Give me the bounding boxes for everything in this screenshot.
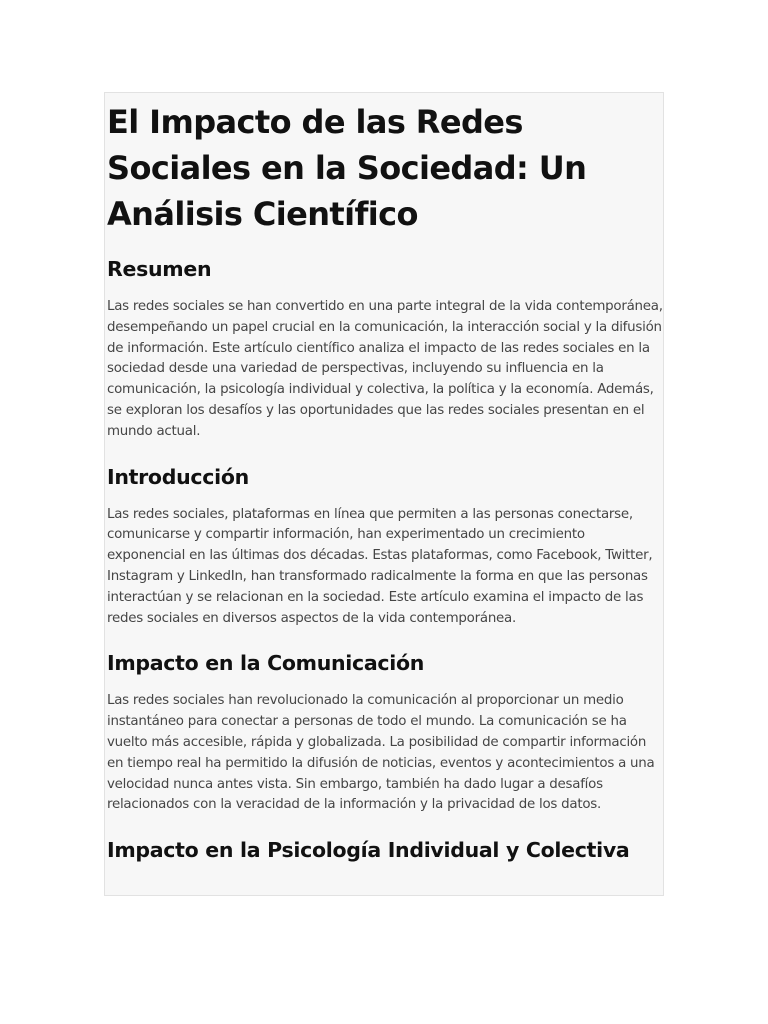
document-title: El Impacto de las Redes Sociales en la Sociedad: Un Análisis Científico <box>107 103 587 233</box>
section-heading-introduccion: Introducción <box>107 464 249 489</box>
section-body-comunicacion: Las redes sociales han revolucionado la comunicación al proporcionar un medio instantáneo para conectar a personas de todo el mundo. La comunicación se ha vuelto más accesible, rápida y globalizada. La posibilidad de compartir información en tiempo real ha permitido la difusión de noticias, eventos y acontecimientos a una velocidad nunca antes vista. Sin embargo, también ha dado lugar a desafíos relacionados con la veracidad de la información y la privacidad de los datos. <box>107 693 655 813</box>
section-body-resumen: Las redes sociales se han convertido en una parte integral de la vida contemporánea, desempeñando un papel crucial en la comunicación, la interacción social y la difusión de información. Este artículo científico analiza el impacto de las redes sociales en la sociedad desde una variedad de perspectivas, incluyendo su influencia en la comunicación, la psicología individual y colectiva, la política y la economía. Además, se exploran los desafíos y las oportunidades que las redes sociales presentan en el mundo actual. <box>107 299 663 439</box>
section-heading-resumen: Resumen <box>107 257 212 281</box>
section-heading-comunicacion: Impacto en la Comunicación <box>107 651 425 676</box>
section-heading-psicologia: Impacto en la Psicología Individual y Colectiva <box>107 838 630 863</box>
document-content <box>107 93 663 864</box>
section-body-introduccion: Las redes sociales, plataformas en línea que permiten a las personas conectarse, comunicarse y compartir información, han experimentado un crecimiento exponencial en las últimas dos décadas. Estas plataformas, como Facebook, Twitter, Instagram y LinkedIn, han transformado radicalmente la forma en que las personas interactúan y se relacionan en la sociedad. Este artículo examina el impacto de las redes sociales en diversos aspectos de la vida contemporánea. <box>107 506 653 626</box>
document-page <box>104 92 664 896</box>
